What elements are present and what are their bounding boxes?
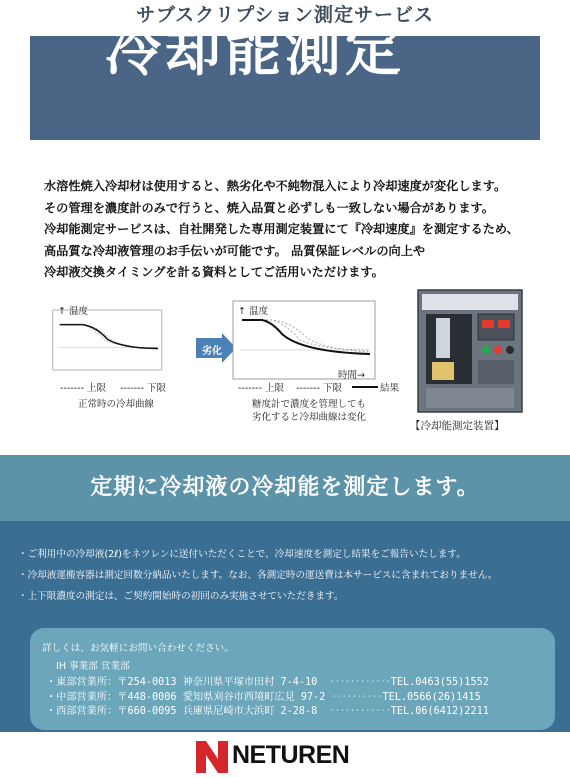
intro-line: その管理を濃度計のみで行うと、焼入品質と必ずしも一致しない場合があります。 [44,200,494,215]
caption-right-2: 劣化すると冷却曲線は変化 [252,412,367,423]
department-name: IH 事業部 営業部 [56,661,130,672]
service-subtitle: サブスクリプション測定サービス [135,4,435,26]
contact-info [42,640,547,720]
legend-lower-right: ------- 下限 [296,383,343,394]
intro-line: 冷却液交換タイミングを計る資料としてご活用いただけます。 [44,265,384,279]
legend-upper: ------- 上限 [60,383,107,394]
measuring-device-image [412,288,528,416]
neturen-logo-icon [196,741,228,773]
y-axis-label-right: ↑ 温度 [238,306,268,317]
headline: 定期に冷却液の冷却能を測定します。 [90,475,480,500]
legend-upper-right: ------- 上限 [238,383,285,394]
office-east: ・東部営業所：〒254-0013 神奈川県平塚市田村 7-4-10 ‥‥‥‥‥‥TEL.0463(55)1552 [46,677,489,688]
legend-result: 結果 [380,383,400,394]
note-item: ・ご利用中の冷却液(2ℓ)をネツレンに送付いただくことで、冷却速度を測定し結果をご報告いたします。 [18,549,466,560]
office-west: ・西部営業所：〒660-0095 兵庫県尼崎市大浜町 2-28-8 ‥‥‥‥‥‥TEL.06(6412)2211 [46,706,489,717]
legend-lower: ------- 下限 [120,383,167,394]
page-title: 冷却能測定 [105,19,405,84]
legend-result-line [352,384,378,390]
office-central: ・中部営業所：〒448-0006 愛知県刈谷市西境町広見 97-2 ‥‥‥‥‥TEL.0566(26)1415 [46,691,481,703]
note-item: ・上下限濃度の測定は、ご契約開始時の初回のみ実施させていただきます。 [18,591,344,602]
service-notes [18,544,558,607]
neturen-logo-text: NETUREN [232,741,350,769]
device-caption: 【冷却能測定装置】 [410,420,505,432]
intro-line: 水溶性焼入冷却材は使用すると、熱劣化や不純物混入により冷却速度が変化します。 [44,179,507,193]
intro-line: 高品質な冷却液管理のお手伝いが可能です。 品質保証レベルの向上や [44,243,426,258]
y-axis-label: ↑ 温度 [58,306,88,317]
x-axis-label: 時間→ [338,370,365,381]
note-item: ・冷却液運搬容器は測定回数分納品いたします。なお、各測定時の運送費は本サービスに含まれておりません。 [18,570,498,581]
arrow-label: 劣化 [202,346,222,357]
contact-heading: 詳しくは、お気軽にお問い合わせください。 [42,643,234,654]
caption-left: 正常時の冷却曲線 [78,399,155,410]
intro-line: 冷却能測定サービスは、自社開発した専用測定装置にて『冷却速度』を測定するため、 [44,222,519,236]
caption-right-1: 糖度計で濃度を管理しても [252,399,367,410]
intro-text [44,176,544,284]
